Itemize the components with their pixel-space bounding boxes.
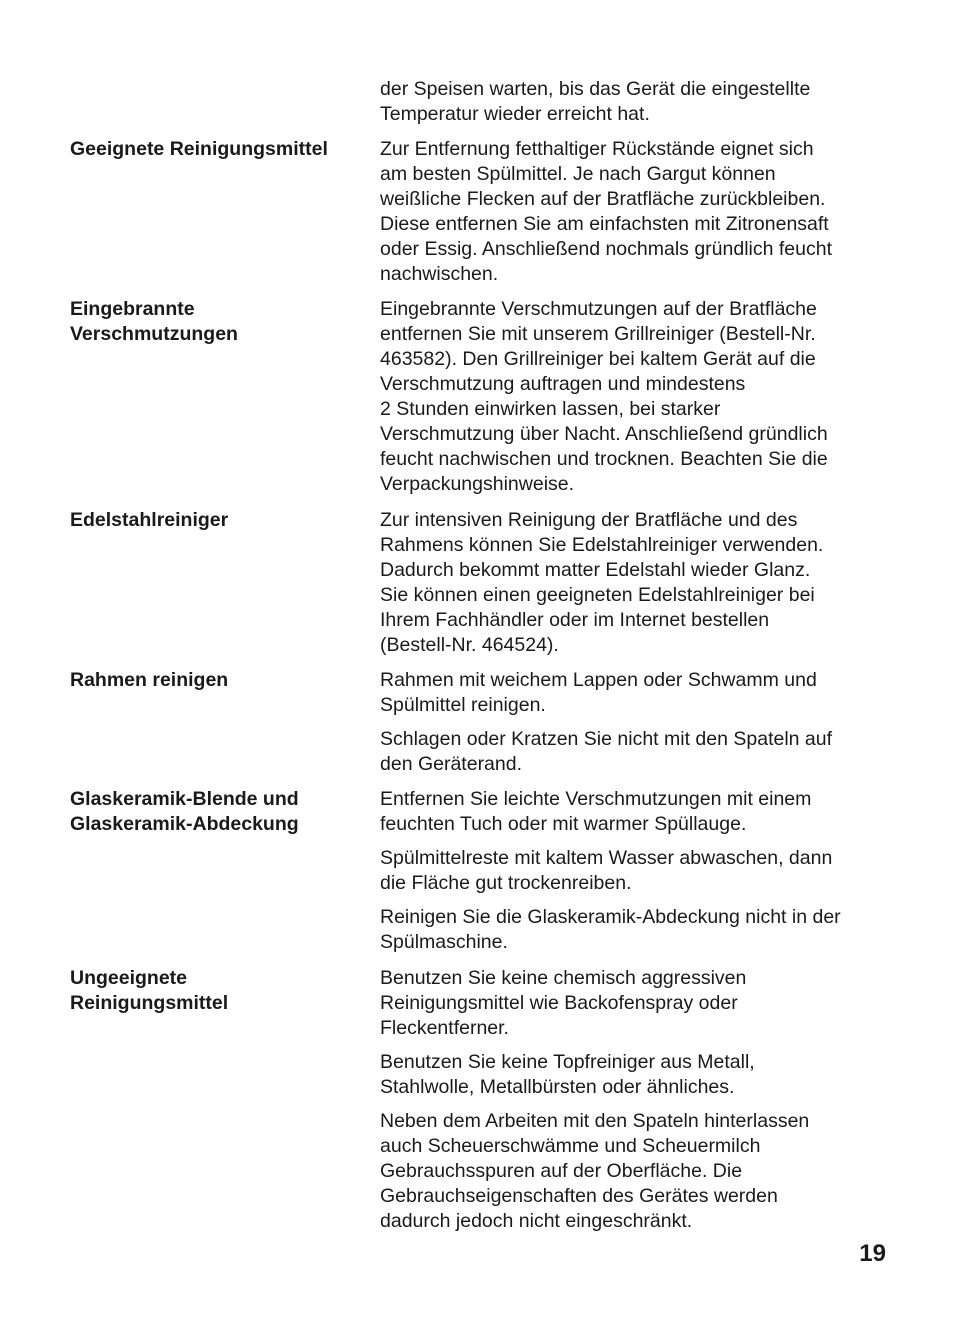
section-description — [380, 137, 890, 296]
section-paragraph: Spülmittelreste mit kaltem Wasser abwaschen, dann die Fläche gut trockenreiben. — [380, 847, 833, 894]
section-description — [380, 508, 890, 667]
section-heading: Rahmen reinigen — [70, 669, 229, 691]
section-description — [380, 668, 890, 786]
section-paragraph: Rahmen mit weichem Lappen oder Schwamm und Spülmittel reinigen. — [380, 669, 817, 716]
intro-description — [380, 77, 890, 136]
section-paragraph: Reinigen Sie die Glaskeramik-Abdeckung nicht in der Spülmaschine. — [380, 906, 841, 953]
intro-paragraph: der Speisen warten, bis das Gerät die eingestellte Temperatur wieder erreicht hat. — [380, 78, 811, 125]
section-paragraph: Zur Entfernung fetthaltiger Rückstände eignet sich am besten Spülmittel. Je nach Gargut können weißliche Flecken auf der Bratfläche zurückbleiben. Diese entfernen Sie am einfachsten mit Zitronensaft oder Essig. Anschließend nochmals gründlich feucht nachwischen. — [380, 138, 833, 285]
section-paragraph: Eingebrannte Verschmutzungen auf der Bratfläche entfernen Sie mit unserem Grillreiniger (Bestell-Nr. 463582). Den Grillreiniger bei kaltem Gerät auf die Verschmutzung auftragen und mindestens 2 Stunden einwirken lassen, bei starker Verschmutzung über Nacht. Anschließend gründlich feucht nachwischen und trocknen. Beachten Sie die Verpackungshinweise. — [380, 298, 828, 495]
section-paragraph: Benutzen Sie keine chemisch aggressiven Reinigungsmittel wie Backofenspray oder Fleckentferner. — [380, 967, 747, 1039]
page-number: 19 — [859, 1240, 886, 1267]
section-heading: Geeignete Reinigungsmittel — [70, 138, 328, 160]
section-heading: Eingebrannte Verschmutzungen — [70, 298, 238, 345]
section-paragraph: Entfernen Sie leichte Verschmutzungen mit einem feuchten Tuch oder mit warmer Spüllauge. — [380, 788, 812, 835]
section-description — [380, 966, 890, 1243]
section-heading: Glaskeramik-Blende und Glaskeramik-Abdeckung — [70, 788, 299, 835]
section-heading: Ungeeignete Reinigungsmittel — [70, 967, 229, 1014]
section-description — [380, 787, 890, 964]
section-description — [380, 297, 890, 506]
section-paragraph: Schlagen oder Kratzen Sie nicht mit den Spateln auf den Geräterand. — [380, 728, 833, 775]
section-paragraph: Neben dem Arbeiten mit den Spateln hinterlassen auch Scheuerschwämme und Scheuermilch Gebrauchsspuren auf der Oberfläche. Die Gebrauchseigenschaften des Gerätes werden dadurch jedoch nicht eingeschränkt. — [380, 1110, 810, 1232]
section-heading: Edelstahlreiniger — [70, 509, 229, 531]
section-paragraph: Benutzen Sie keine Topfreiniger aus Metall, Stahlwolle, Metallbürsten oder ähnliches. — [380, 1051, 755, 1098]
section-paragraph: Zur intensiven Reinigung der Bratfläche und des Rahmens können Sie Edelstahlreiniger verwenden. Dadurch bekommt matter Edelstahl wieder Glanz. Sie können einen geeigneten Edelstahlreiniger bei Ihrem Fachhändler oder im Internet bestellen (Bestell-Nr. 464524). — [380, 509, 824, 656]
